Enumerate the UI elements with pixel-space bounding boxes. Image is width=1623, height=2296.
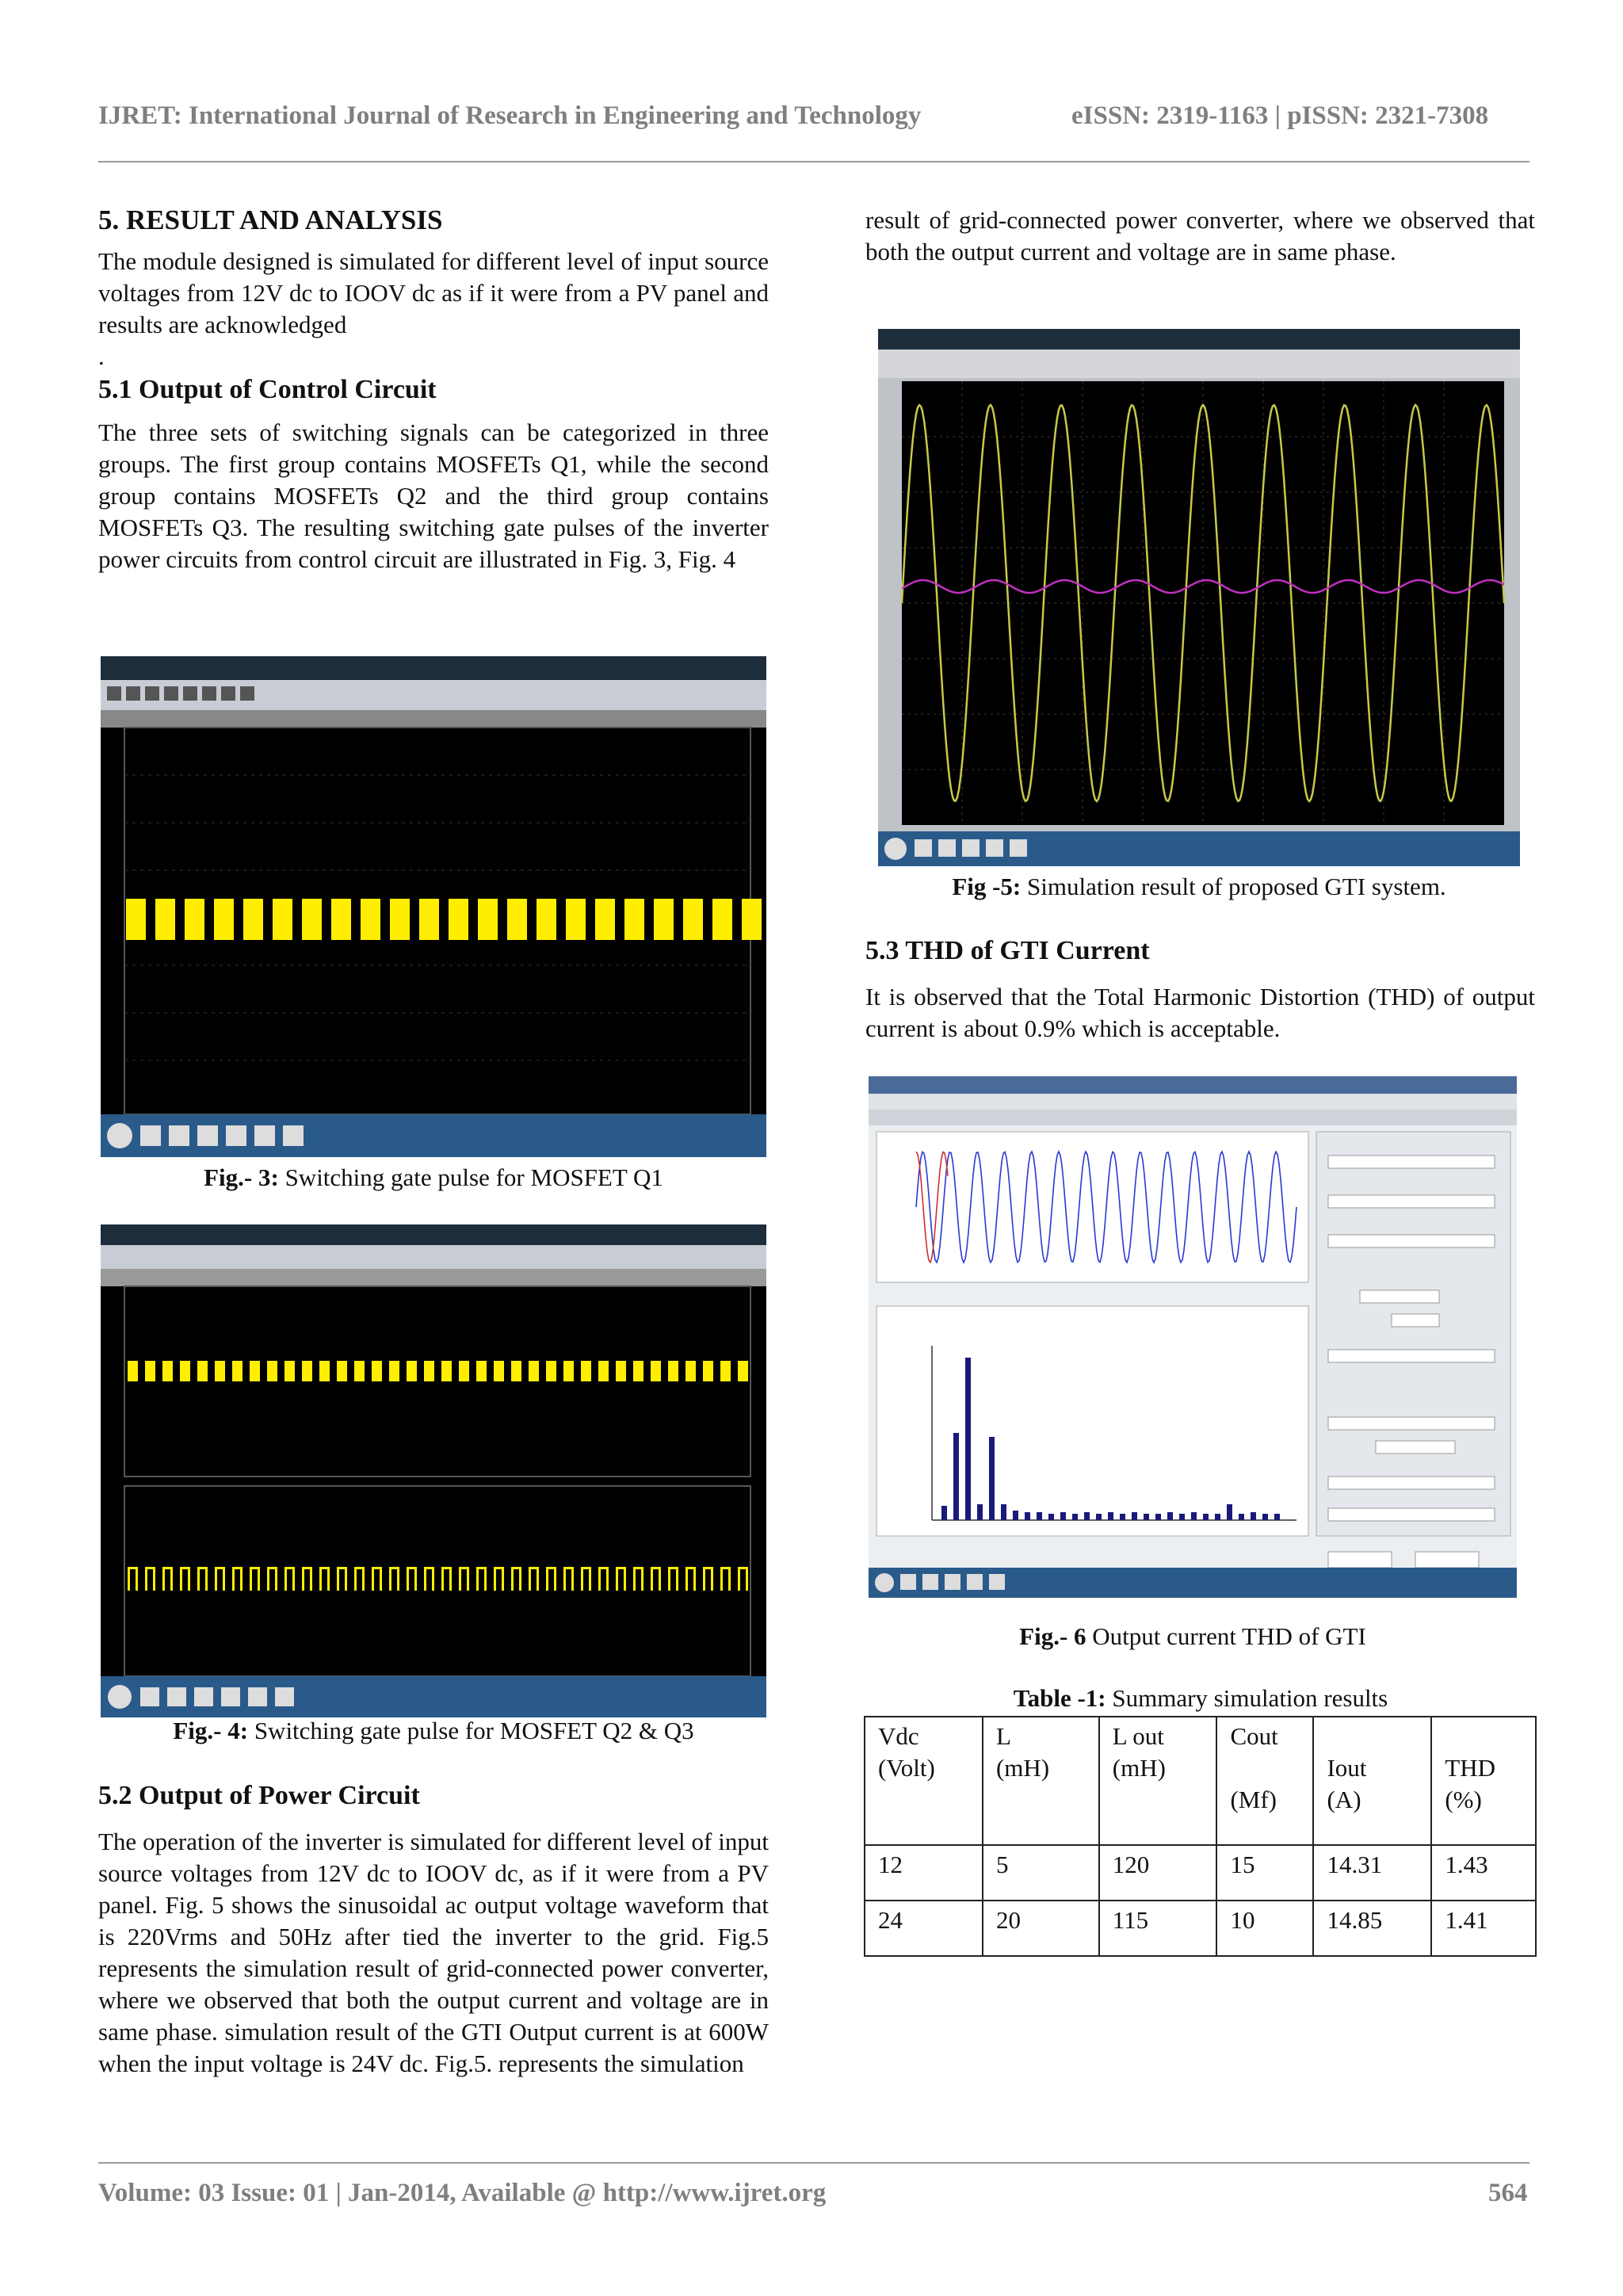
gate-pulse-edge <box>546 1567 556 1569</box>
gate-pulse-edge <box>310 1567 312 1591</box>
table-header-row <box>865 1717 1536 1845</box>
gate-pulse-edge <box>407 1567 417 1569</box>
gate-pulse <box>563 1361 574 1381</box>
table-cell: 24 <box>865 1901 983 1956</box>
gate-pulse-edge <box>285 1567 295 1569</box>
gate-pulse-edge <box>345 1567 347 1591</box>
gate-pulse-edge <box>215 1567 225 1569</box>
figure-4-scope-window <box>101 1224 766 1717</box>
gate-pulse-edge <box>424 1567 426 1591</box>
gate-pulse-edge <box>659 1567 661 1591</box>
gate-pulse <box>668 1361 678 1381</box>
gate-pulse <box>197 1361 208 1381</box>
footer-rule <box>98 2162 1529 2164</box>
gate-pulse-edge <box>459 1567 461 1591</box>
gate-pulse <box>424 1361 434 1381</box>
gate-pulse-edge <box>232 1567 242 1569</box>
gate-pulse-edge <box>581 1567 583 1591</box>
table-header-cell: L out (mH) <box>1099 1717 1217 1845</box>
gate-pulse-edge <box>362 1567 365 1591</box>
summary-results-table <box>864 1716 1537 1957</box>
gate-pulse-edge <box>529 1567 539 1569</box>
gate-pulse-edge <box>606 1567 609 1591</box>
table-cell: 1.41 <box>1431 1901 1536 1956</box>
gate-pulse-edge <box>581 1567 591 1569</box>
gate-pulse-edge <box>153 1567 155 1591</box>
gate-pulse-edge <box>136 1567 138 1591</box>
gate-pulse-edge <box>407 1567 409 1591</box>
gate-pulse <box>372 1361 382 1381</box>
gate-pulse <box>214 899 234 940</box>
gate-pulse <box>145 1361 155 1381</box>
gate-pulse <box>537 899 556 940</box>
figure-4-label: Fig.- 4: <box>173 1717 249 1744</box>
continued-paragraph: result of grid-connected power converter, where we observed that both the output current and voltage are in same phase. <box>865 206 1535 266</box>
gate-pulse <box>319 1361 330 1381</box>
gate-pulse-edge <box>720 1567 723 1591</box>
figure-4-caption <box>101 1717 766 1745</box>
gate-pulse <box>331 899 351 940</box>
section-5-title: 5. RESULT AND ANALYSIS <box>98 204 443 235</box>
gate-pulse-edge <box>145 1567 155 1569</box>
table-label: Table -1: <box>1013 1684 1106 1712</box>
gate-pulse-edge <box>145 1567 147 1591</box>
gate-pulse <box>389 1361 399 1381</box>
gate-pulse-edge <box>441 1567 452 1569</box>
gate-pulse-edge <box>476 1567 487 1569</box>
harmonic-bar <box>1215 1514 1220 1520</box>
gate-pulse-edge <box>668 1567 678 1569</box>
figure-6-caption <box>869 1622 1517 1651</box>
table-row <box>865 1901 1536 1956</box>
gate-pulse-edge <box>292 1567 295 1591</box>
harmonic-bar <box>1191 1512 1197 1520</box>
gate-pulse-edge <box>162 1567 173 1569</box>
harmonic-bar <box>1072 1514 1078 1520</box>
gate-pulse-edge <box>337 1567 339 1591</box>
gate-pulse <box>243 899 263 940</box>
table-caption <box>864 1684 1537 1713</box>
table-cell: 1.43 <box>1431 1845 1536 1901</box>
gate-pulse-edge <box>703 1567 713 1569</box>
gate-pulse <box>742 899 762 940</box>
figure-5-label: Fig -5: <box>952 873 1022 900</box>
table-cell: 14.85 <box>1313 1901 1431 1956</box>
gate-pulse-edge <box>337 1567 347 1569</box>
gate-pulse-edge <box>267 1567 269 1591</box>
figure-4-text: Switching gate pulse for MOSFET Q2 & Q3 <box>248 1717 694 1744</box>
gate-pulse-edge <box>250 1567 260 1569</box>
gate-pulse-edge <box>223 1567 225 1591</box>
gate-pulse-edge <box>250 1567 252 1591</box>
gate-pulse-edge <box>529 1567 531 1591</box>
gate-pulse-edge <box>389 1567 391 1591</box>
gate-pulse-edge <box>641 1567 643 1591</box>
section-52-title: 5.2 Output of Power Circuit <box>98 1781 420 1810</box>
gate-pulse-edge <box>484 1567 487 1591</box>
gate-pulse <box>354 1361 365 1381</box>
gate-pulse <box>738 1361 748 1381</box>
section-53-title: 5.3 THD of GTI Current <box>865 936 1150 965</box>
harmonic-bar <box>1048 1514 1054 1520</box>
header-rule <box>98 161 1529 162</box>
gate-pulse-edge <box>563 1567 574 1569</box>
gate-pulse <box>598 1361 609 1381</box>
gate-pulse-edge <box>459 1567 469 1569</box>
table-cell: 20 <box>983 1901 1099 1956</box>
figure-5-caption <box>878 873 1520 901</box>
gate-pulse-edge <box>511 1567 514 1591</box>
gate-pulse <box>476 1361 487 1381</box>
gate-pulse-edge <box>738 1567 740 1591</box>
journal-header: IJRET: International Journal of Research in Engineering and Technology <box>98 101 922 130</box>
gate-pulse <box>507 899 527 940</box>
gate-pulse <box>595 899 615 940</box>
gate-pulse <box>337 1361 347 1381</box>
issn-header: eISSN: 2319-1163 | pISSN: 2321-7308 <box>1071 101 1489 130</box>
gate-pulse <box>361 899 380 940</box>
gate-pulse <box>712 899 732 940</box>
gate-pulse-edge <box>319 1567 322 1591</box>
harmonic-bar <box>977 1504 983 1520</box>
figure-5-text: Simulation result of proposed GTI system. <box>1021 873 1446 900</box>
gate-pulse <box>624 899 644 940</box>
gate-pulse-edge <box>414 1567 417 1591</box>
gate-pulse-edge <box>693 1567 696 1591</box>
gate-pulse-edge <box>372 1567 382 1569</box>
gate-pulse <box>494 1361 504 1381</box>
gate-pulse <box>449 899 468 940</box>
table-header-cell: THD (%) <box>1431 1717 1536 1845</box>
harmonic-bar <box>1203 1514 1209 1520</box>
gate-pulse-edge <box>180 1567 190 1569</box>
harmonic-bar <box>1155 1514 1161 1520</box>
gate-pulse-edge <box>624 1567 626 1591</box>
gate-pulse-edge <box>432 1567 434 1591</box>
gate-pulse-edge <box>720 1567 731 1569</box>
gate-pulse <box>267 1361 277 1381</box>
gate-pulse-edge <box>275 1567 277 1591</box>
right-column-mid <box>865 935 1535 1045</box>
table-header-cell: Cout (Mf) <box>1216 1717 1313 1845</box>
gate-pulse-edge <box>633 1567 643 1569</box>
gate-pulse-edge <box>354 1567 365 1569</box>
gate-pulse-edge <box>128 1567 130 1591</box>
gate-pulse-edge <box>598 1567 601 1591</box>
harmonic-bar <box>1132 1512 1137 1520</box>
gate-pulse <box>390 899 410 940</box>
table-cell: 120 <box>1099 1845 1217 1901</box>
gate-pulse <box>703 1361 713 1381</box>
gate-pulse-edge <box>502 1567 504 1591</box>
harmonic-bar <box>1239 1514 1244 1520</box>
gate-pulse-edge <box>197 1567 200 1591</box>
harmonic-bar <box>1060 1512 1066 1520</box>
gate-pulse-edge <box>397 1567 399 1591</box>
gate-pulse <box>683 899 703 940</box>
gate-pulse-edge <box>685 1567 696 1569</box>
gate-pulse <box>685 1361 696 1381</box>
table-header-cell: L (mH) <box>983 1717 1099 1845</box>
table-header-cell: Vdc (Volt) <box>865 1717 983 1845</box>
harmonic-bar <box>1108 1512 1113 1520</box>
gate-pulse <box>302 899 322 940</box>
gate-pulse-edge <box>424 1567 434 1569</box>
harmonic-bar <box>1120 1514 1125 1520</box>
gate-pulse-edge <box>380 1567 382 1591</box>
footer-volume-info: Volume: 03 Issue: 01 | Jan-2014, Available @ http://www.ijret.org <box>98 2179 827 2207</box>
harmonic-bar <box>941 1506 947 1520</box>
gate-pulse <box>581 1361 591 1381</box>
gate-pulse <box>511 1361 521 1381</box>
table-caption-text: Summary simulation results <box>1106 1684 1388 1712</box>
harmonic-bar <box>1179 1514 1185 1520</box>
gate-pulse <box>232 1361 242 1381</box>
harmonic-bar <box>1001 1504 1006 1520</box>
gate-pulse <box>250 1361 260 1381</box>
gate-pulse <box>633 1361 643 1381</box>
gate-pulse-edge <box>467 1567 469 1591</box>
harmonic-bar <box>1025 1512 1030 1520</box>
gate-pulse-edge <box>563 1567 566 1591</box>
gate-pulse-edge <box>703 1567 705 1591</box>
gate-pulse <box>616 1361 626 1381</box>
gate-pulse-edge <box>537 1567 539 1591</box>
gate-pulse <box>720 1361 731 1381</box>
harmonic-bar <box>1274 1514 1280 1520</box>
gate-pulse <box>126 899 146 940</box>
gate-pulse-edge <box>319 1567 330 1569</box>
gate-pulse-edge <box>519 1567 521 1591</box>
gate-pulse <box>546 1361 556 1381</box>
figure-6-text: Output current THD of GTI <box>1086 1622 1366 1650</box>
harmonic-bar <box>1262 1514 1268 1520</box>
gate-pulse-edge <box>685 1567 688 1591</box>
gate-pulse-edge <box>302 1567 312 1569</box>
gate-pulse-edge <box>389 1567 399 1569</box>
gate-pulse <box>185 899 204 940</box>
figure-3-scope-window <box>101 656 766 1157</box>
harmonic-bar <box>965 1358 971 1520</box>
harmonic-bar <box>989 1437 995 1520</box>
gate-pulse-edge <box>170 1567 173 1591</box>
table-header-cell: Iout (A) <box>1313 1717 1431 1845</box>
gate-pulse <box>651 1361 661 1381</box>
gate-pulse-edge <box>633 1567 636 1591</box>
gate-pulse <box>128 1361 138 1381</box>
table-cell: 5 <box>983 1845 1099 1901</box>
gate-pulse <box>566 899 586 940</box>
figure-3-caption <box>101 1163 766 1192</box>
gate-pulse-edge <box>327 1567 330 1591</box>
table-cell: 10 <box>1216 1901 1313 1956</box>
table-row <box>865 1845 1536 1901</box>
left-column-bottom <box>98 1780 769 2080</box>
section-5-dot: . <box>98 342 105 370</box>
gate-pulse-edge <box>285 1567 287 1591</box>
gate-pulse-edge <box>372 1567 374 1591</box>
gate-pulse-edge <box>494 1567 504 1569</box>
gate-pulse <box>441 1361 452 1381</box>
gate-pulse-edge <box>676 1567 678 1591</box>
gate-pulse-edge <box>589 1567 591 1591</box>
harmonic-bar <box>1084 1512 1090 1520</box>
gate-pulse <box>302 1361 312 1381</box>
section-51-title: 5.1 Output of Control Circuit <box>98 375 437 404</box>
gate-pulse <box>654 899 674 940</box>
gate-pulse <box>162 1361 173 1381</box>
gate-pulse-edge <box>511 1567 521 1569</box>
gate-pulse-edge <box>354 1567 357 1591</box>
harmonic-bar <box>953 1433 959 1520</box>
gate-pulse-edge <box>128 1567 138 1569</box>
gate-pulse-edge <box>651 1567 653 1591</box>
gate-pulse-edge <box>546 1567 548 1591</box>
section-51-paragraph: The three sets of switching signals can be categorized in three groups. The first group contains MOSFETs Q1, while the second group contains MOSFETs Q2 and the third group contains MOSFETs Q3. The resulting switching gate pulses of the inverter power circuits from control circuit are illustrated in Fig. 3, Fig. 4 <box>98 418 769 573</box>
harmonic-bar <box>1144 1514 1149 1520</box>
gate-pulse-edge <box>267 1567 277 1569</box>
figure-3-label: Fig.- 3: <box>204 1163 279 1191</box>
gate-pulse-edge <box>197 1567 208 1569</box>
harmonic-bar <box>1227 1504 1232 1520</box>
gate-pulse <box>529 1361 539 1381</box>
gate-pulse-edge <box>302 1567 304 1591</box>
table-cell: 115 <box>1099 1901 1217 1956</box>
table-cell: 14.31 <box>1313 1845 1431 1901</box>
gate-pulse-edge <box>240 1567 242 1591</box>
gate-pulse-edge <box>162 1567 165 1591</box>
right-column-top <box>865 204 1535 268</box>
gate-pulse-edge <box>215 1567 217 1591</box>
gate-pulse <box>215 1361 225 1381</box>
gate-pulse-edge <box>258 1567 260 1591</box>
gate-pulse-edge <box>738 1567 748 1569</box>
gate-pulse <box>180 1361 190 1381</box>
gate-pulse-edge <box>449 1567 452 1591</box>
gate-pulse-edge <box>668 1567 670 1591</box>
gate-pulse-edge <box>554 1567 556 1591</box>
gate-pulse-edge <box>728 1567 731 1591</box>
gate-pulse-edge <box>711 1567 713 1591</box>
figure-3-text: Switching gate pulse for MOSFET Q1 <box>278 1163 663 1191</box>
gate-pulse-edge <box>494 1567 496 1591</box>
gate-pulse-edge <box>746 1567 748 1591</box>
left-column-top <box>98 204 769 575</box>
figure-5-scope-window <box>878 329 1520 866</box>
gate-pulse <box>478 899 498 940</box>
harmonic-bar <box>1037 1512 1042 1520</box>
gate-pulse-edge <box>598 1567 609 1569</box>
section-5-paragraph: The module designed is simulated for different level of input source voltages from 12V dc to IOOV dc as if it were from a PV panel and results are acknowledged <box>98 247 769 338</box>
gate-pulse <box>419 899 439 940</box>
table-cell: 12 <box>865 1845 983 1901</box>
gate-pulse <box>273 899 292 940</box>
figure-6-label: Fig.- 6 <box>1019 1622 1086 1650</box>
gate-pulse-edge <box>232 1567 235 1591</box>
section-53-paragraph: It is observed that the Total Harmonic Distortion (THD) of output current is about 0.9% which is acceptable. <box>865 983 1535 1042</box>
gate-pulse-edge <box>180 1567 182 1591</box>
footer-page-number: 564 <box>1488 2179 1528 2207</box>
gate-pulse-edge <box>476 1567 479 1591</box>
harmonic-bar <box>1251 1512 1256 1520</box>
harmonic-bar <box>1167 1512 1173 1520</box>
gate-pulse-edge <box>188 1567 190 1591</box>
gate-pulse-edge <box>441 1567 444 1591</box>
harmonic-bar <box>1096 1514 1102 1520</box>
gate-pulse <box>459 1361 469 1381</box>
gate-pulse <box>407 1361 417 1381</box>
gate-pulse-edge <box>616 1567 626 1569</box>
gate-pulse-edge <box>651 1567 661 1569</box>
gate-pulse-edge <box>571 1567 574 1591</box>
gate-pulse-edge <box>616 1567 618 1591</box>
gate-pulse <box>155 899 175 940</box>
gate-pulse-edge <box>205 1567 208 1591</box>
section-52-paragraph: The operation of the inverter is simulated for different level of input source voltages from 12V dc to IOOV dc, as if it were from a PV panel. Fig. 5 shows the sinusoidal ac output voltage waveform that is 220Vrms and 50Hz after tied the inverter to the grid. Fig.5 represents the simulation result of grid-connected power converter, where we observed that both the output current and voltage are in same phase. simulation result of the GTI Output current is at 600W when the input voltage is 24V dc. Fig.5. represents the simulation <box>98 1828 769 2077</box>
gate-pulse <box>285 1361 295 1381</box>
harmonic-bar <box>1013 1511 1018 1520</box>
figure-6-thd-window <box>869 1076 1517 1598</box>
table-cell: 15 <box>1216 1845 1313 1901</box>
